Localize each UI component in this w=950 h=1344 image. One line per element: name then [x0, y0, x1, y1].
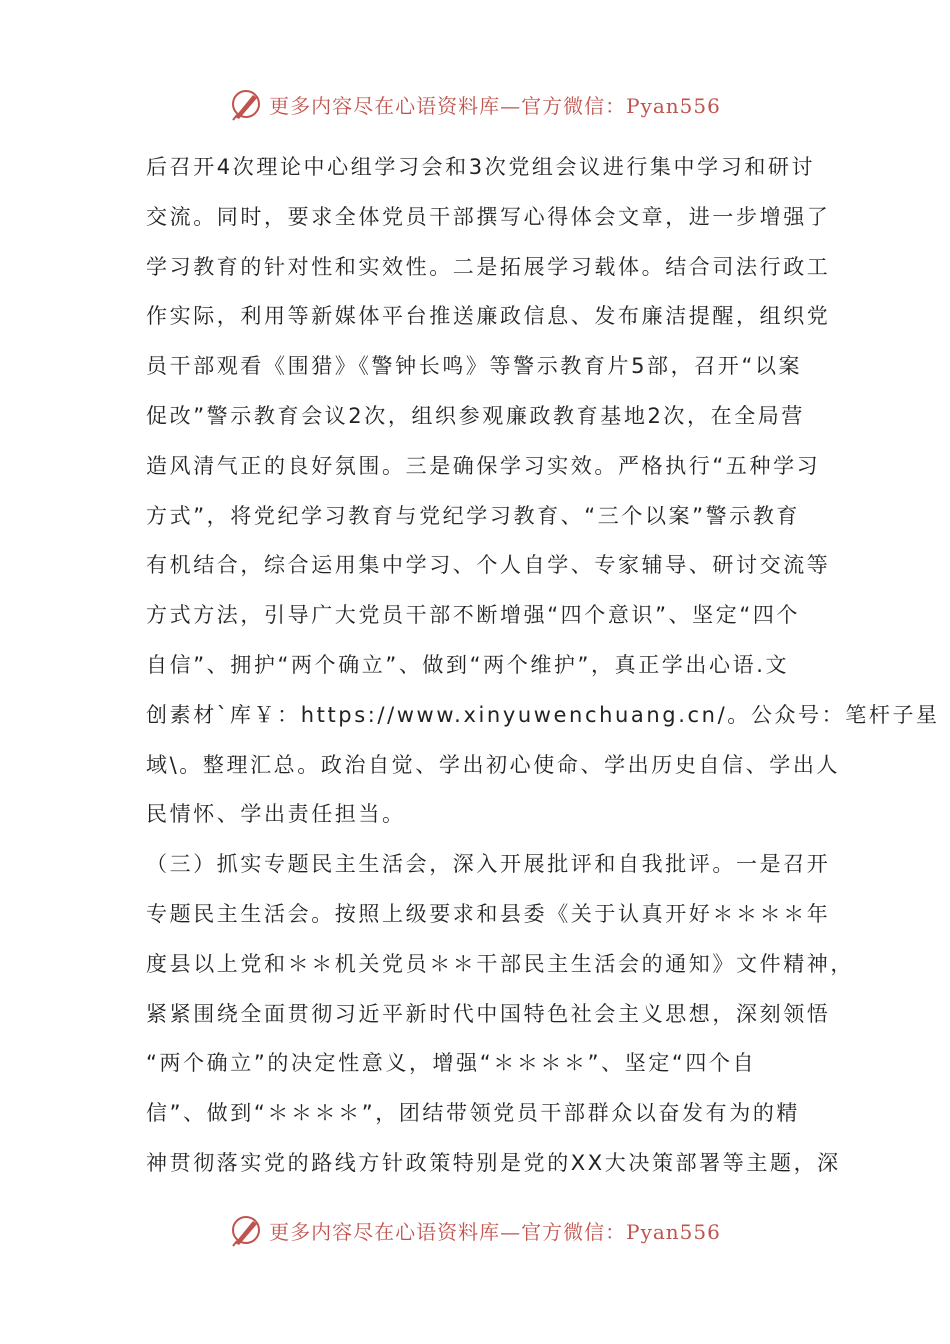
body-line: 后召开4次理论中心组学习会和3次党组会议进行集中学习和研讨 — [146, 155, 816, 179]
body-line: 作实际，利用等新媒体平台推送廉政信息、发布廉洁提醒，组织党 — [146, 304, 831, 329]
body-line: 有机结合，综合运用集中学习、个人自学、专家辅导、研讨交流等 — [146, 553, 831, 578]
body-line: 度县以上党和＊＊机关党员＊＊干部民主生活会的通知》文件精神， — [146, 951, 854, 976]
footer-watermark — [0, 1210, 950, 1250]
footer-watermark-text: 更多内容尽在心语资料库—官方微信：Pyan556 — [269, 1219, 721, 1244]
body-line: 方式”，将党纪学习教育与党纪学习教育、“三个以案”警示教育 — [146, 503, 801, 528]
header-watermark-text: 更多内容尽在心语资料库—官方微信：Pyan556 — [269, 93, 721, 118]
header-watermark — [0, 84, 950, 124]
body-line: “两个确立”的决定性意义，增强“＊＊＊＊”、坚定“四个自 — [146, 1051, 757, 1076]
body-line: 方式方法，引导广大党员干部不断增强“四个意识”、坚定“四个 — [146, 603, 801, 628]
body-line: 神贯彻落实党的路线方针政策特别是党的XX大决策部署等主题，深 — [146, 1150, 841, 1175]
body-line: 创素材`库￥：https://www.xinyuwenchuang.cn/。公众号：笔杆子星 — [146, 702, 940, 727]
document-body — [146, 143, 940, 1189]
body-line: 紧紧围绕全面贯彻习近平新时代中国特色社会主义思想，深刻领悟 — [146, 1001, 831, 1026]
body-line: 交流。同时，要求全体党员干部撰写心得体会文章，进一步增强了 — [146, 204, 831, 229]
body-line: 域\。整理汇总。政治自觉、学出初心使命、学出历史自信、学出人 — [146, 752, 841, 777]
body-line: 促改”警示教育会议2次，组织参观廉政教育基地2次，在全局营 — [146, 403, 805, 428]
body-line: 民情怀、学出责任担当。 — [146, 802, 406, 827]
section-heading-line: （三）抓实专题民主生活会，深入开展批评和自我批评。一是召开 — [146, 852, 831, 877]
body-line: 专题民主生活会。按照上级要求和县委《关于认真开好＊＊＊＊年 — [146, 901, 831, 926]
body-line: 员干部观看《围猎》《警钟长鸣》等警示教育片5部，召开“以案 — [146, 354, 803, 379]
pen-logo-icon — [229, 87, 263, 121]
body-line: 造风清气正的良好氛围。三是确保学习实效。严格执行“五种学习 — [146, 453, 821, 478]
pen-logo-icon — [229, 1213, 263, 1247]
body-line: 学习教育的针对性和实效性。二是拓展学习载体。结合司法行政工 — [146, 254, 831, 279]
body-line: 信”、做到“＊＊＊＊”，团结带领党员干部群众以奋发有为的精 — [146, 1101, 801, 1126]
body-line: 自信”、拥护“两个确立”、做到“两个维护”，真正学出心语.文 — [146, 652, 790, 677]
